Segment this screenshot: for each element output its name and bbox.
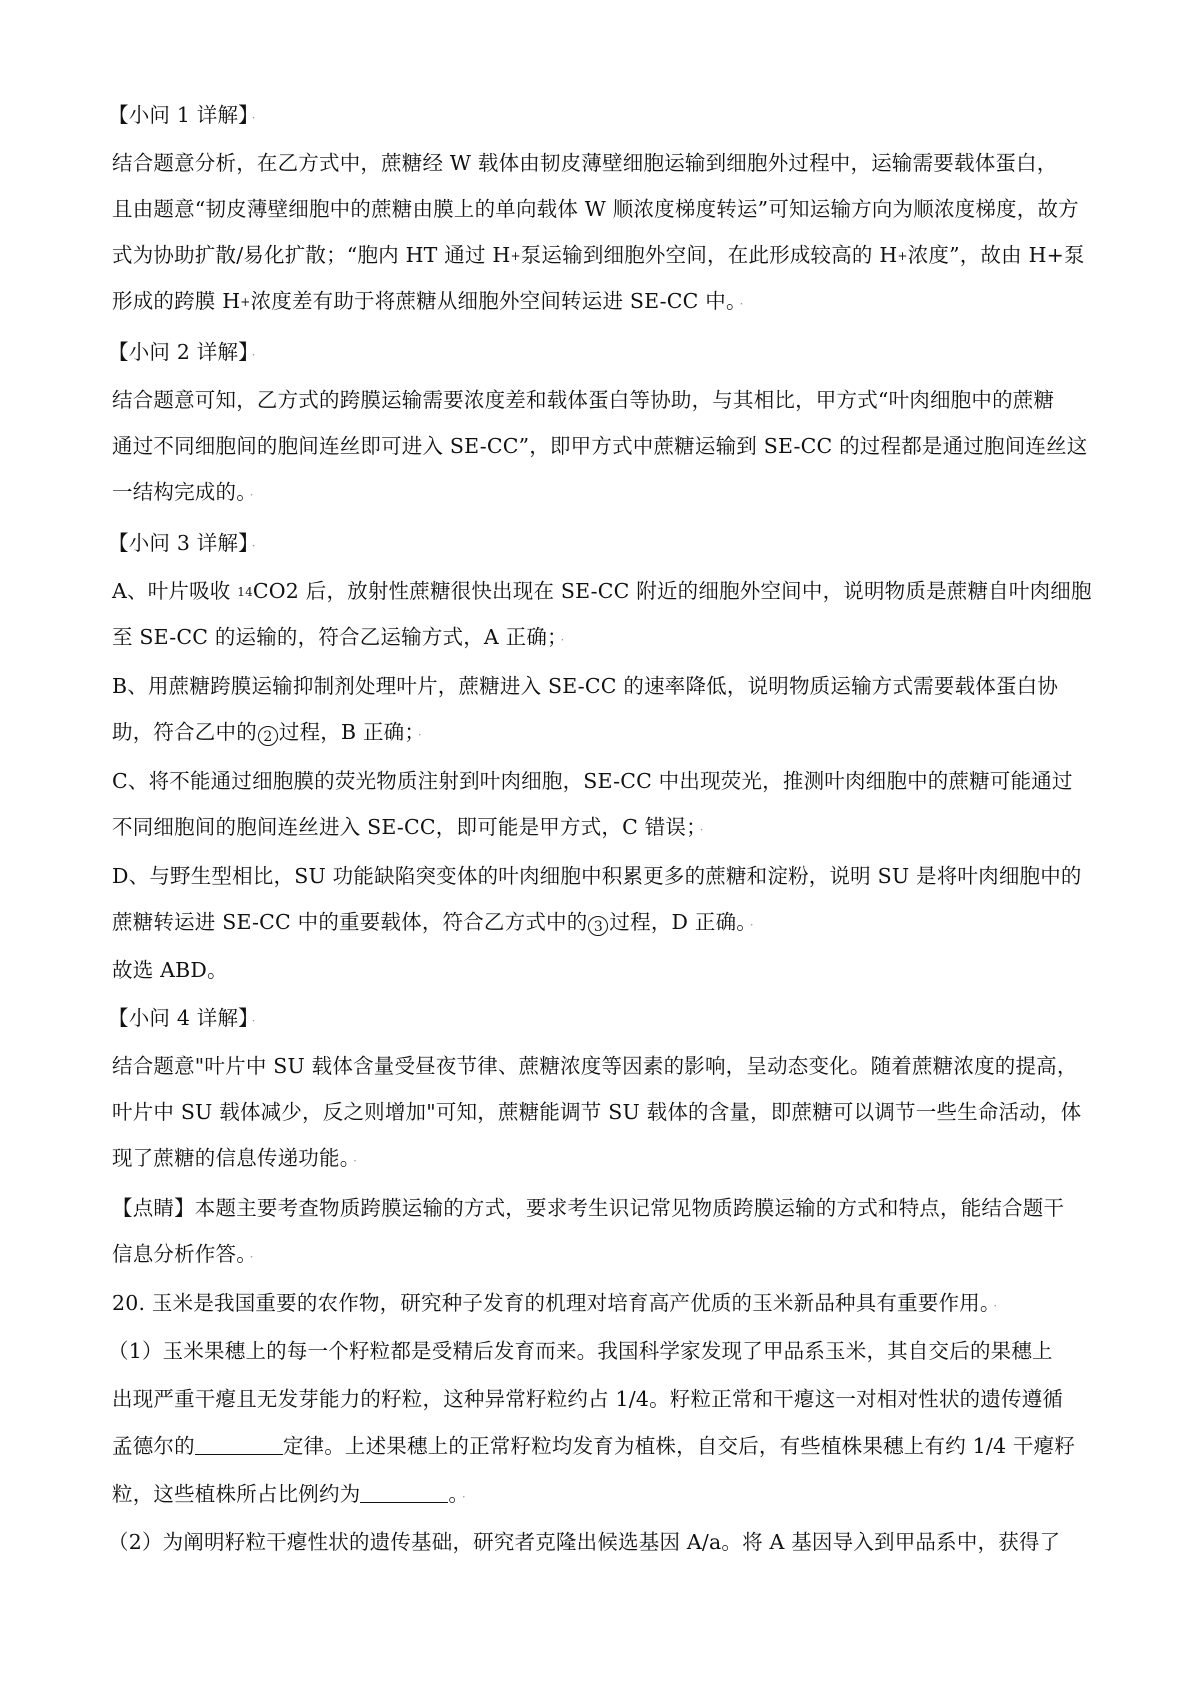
paragraph-line: 式为协助扩散/易化扩散；“胞内 HT 通过 H+泵运输到细胞外空间，在此形成较高的 H+浓度”，故由 H+泵 <box>112 243 1085 267</box>
circled-number: 2 <box>258 726 278 746</box>
paragraph-line: C、将不能通过细胞膜的荧光物质注射到叶肉细胞，SE-CC 中出现荧光，推测叶肉细胞中的蔗糖可能通过 <box>112 769 1073 793</box>
paragraph-line: 粒，这些植株所占比例约为 。 · <box>112 1482 466 1506</box>
paragraph-line: （2）为阐明籽粒干瘪性状的遗传基础，研究者克隆出候选基因 A/a。将 A 基因导入到甲品系中，获得了 <box>108 1530 1061 1554</box>
section-heading-q3: 【小问 3 详解】 · <box>108 531 256 555</box>
paragraph-line: 形成的跨膜 H+浓度差有助于将蔗糖从细胞外空间转运进 SE-CC 中。 · <box>112 289 744 313</box>
circled-number: 3 <box>588 916 608 936</box>
paragraph-line: 一结构完成的。 · <box>112 480 254 504</box>
paragraph-line: （1）玉米果穗上的每一个籽粒都是受精后发育而来。我国科学家发现了甲品系玉米，其自交后的果穗上 <box>108 1339 1053 1363</box>
paragraph-line: B、用蔗糖跨膜运输抑制剂处理叶片，蔗糖进入 SE-CC 的速率降低，说明物质运输方式需要载体蛋白协 <box>112 674 1059 698</box>
comment-line: 【点睛】本题主要考查物质跨膜运输的方式，要求考生识记常见物质跨膜运输的方式和特点，能结合题干 <box>112 1196 1065 1220</box>
paragraph-line: 蔗糖转运进 SE-CC 中的重要载体，符合乙方式中的 3 过程，D 正确。 · <box>112 910 754 935</box>
paragraph-line: A、叶片吸收 $^{14}$CO2 后，放射性蔗糖很快出现在 SE-CC 附近的细胞外空间中，说明物质是蔗糖自叶肉细胞 <box>112 579 1092 603</box>
answer-blank <box>360 1484 448 1503</box>
paragraph-line: 结合题意可知，乙方式的跨膜运输需要浓度差和载体蛋白等协助，与其相比，甲方式“叶肉细胞中的蔗糖 <box>112 388 1055 412</box>
paragraph-line: 孟德尔的 定律。上述果穗上的正常籽粒均发育为植株，自交后，有些植株果穗上有约 1/4 干瘪籽 <box>112 1434 1076 1458</box>
answer-blank <box>195 1436 283 1455</box>
paragraph-line: 助，符合乙中的 2 过程，B 正确； · <box>112 720 422 745</box>
comment-line: 信息分析作答。 · <box>112 1242 254 1266</box>
paragraph-line: 现了蔗糖的信息传递功能。 · <box>112 1146 358 1170</box>
paragraph-line: 结合题意分析，在乙方式中，蔗糖经 W 载体由韧皮薄壁细胞运输到细胞外过程中，运输需要载体蛋白， <box>112 151 1058 175</box>
paragraph-line: 出现严重干瘪且无发芽能力的籽粒，这种异常籽粒约占 1/4。籽粒正常和干瘪这一对相对性状的遗传遵循 <box>112 1387 1064 1411</box>
answer-line: 故选 ABD。 <box>112 958 228 982</box>
paragraph-line: 且由题意“韧皮薄壁细胞中的蔗糖由膜上的单向载体 W 顺浓度梯度转运”可知运输方向为顺浓度梯度，故方 <box>112 197 1079 221</box>
section-heading-q4: 【小问 4 详解】 · <box>108 1006 256 1030</box>
question-20-title: 20. 玉米是我国重要的农作物，研究种子发育的机理对培育高产优质的玉米新品种具有重要作用。 · <box>112 1291 998 1315</box>
paragraph-line: 叶片中 SU 载体减少，反之则增加"可知，蔗糖能调节 SU 载体的含量，即蔗糖可以调节一些生命活动，体 <box>112 1100 1082 1124</box>
section-heading-q1: 【小问 1 详解】 · <box>108 103 256 127</box>
section-heading-q2: 【小问 2 详解】 · <box>108 340 256 364</box>
paragraph-line: 结合题意"叶片中 SU 载体含量受昼夜节律、蔗糖浓度等因素的影响，呈动态变化。随着蔗糖浓度的提高， <box>112 1054 1078 1078</box>
paragraph-line: D、与野生型相比，SU 功能缺陷突变体的叶肉细胞中积累更多的蔗糖和淀粉，说明 SU 是将叶肉细胞中的 <box>112 864 1082 888</box>
paragraph-line: 至 SE-CC 的运输的，符合乙运输方式，A 正确； · <box>112 625 565 649</box>
paragraph-line: 通过不同细胞间的胞间连丝即可进入 SE-CC”，即甲方式中蔗糖运输到 SE-CC 的过程都是通过胞间连丝这 <box>112 434 1088 458</box>
paragraph-line: 不同细胞间的胞间连丝进入 SE-CC，即可能是甲方式，C 错误； · <box>112 815 704 839</box>
